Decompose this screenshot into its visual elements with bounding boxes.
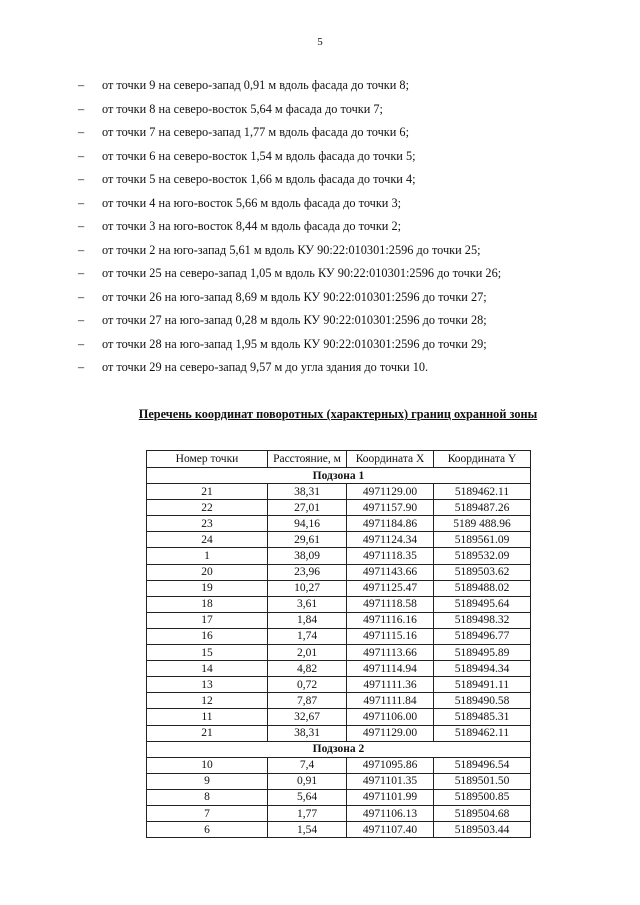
cell-coordinate-x: 4971118.35: [347, 548, 434, 564]
table-row: [147, 693, 531, 709]
dash-marker: –: [78, 101, 85, 116]
table-row: [147, 500, 531, 516]
cell-distance: 27,01: [268, 500, 347, 516]
dash-marker: –: [78, 195, 85, 210]
cell-point-number: 6: [147, 822, 268, 838]
cell-point-number: 18: [147, 596, 268, 612]
cell-coordinate-x: 4971184.86: [347, 516, 434, 532]
cell-distance: 94,16: [268, 516, 347, 532]
dash-marker: –: [78, 242, 85, 257]
header-coordinate-x: Координата X: [347, 451, 434, 468]
cell-coordinate-y: 5189496.77: [434, 628, 531, 644]
cell-coordinate-x: 4971129.00: [347, 484, 434, 500]
subzone-title: Подзона 1: [147, 468, 531, 484]
table-header-row: [147, 451, 531, 468]
list-item: [78, 192, 598, 216]
bullet-list: [78, 74, 598, 380]
table-row: [147, 805, 531, 821]
table-row: [147, 661, 531, 677]
subzone-row: [147, 468, 531, 484]
list-item: [78, 309, 598, 333]
cell-coordinate-y: 5189495.89: [434, 645, 531, 661]
cell-coordinate-x: 4971157.90: [347, 500, 434, 516]
cell-distance: 29,61: [268, 532, 347, 548]
cell-coordinate-y: 5189501.50: [434, 773, 531, 789]
table-row: [147, 564, 531, 580]
cell-point-number: 21: [147, 725, 268, 741]
cell-point-number: 10: [147, 757, 268, 773]
cell-coordinate-x: 4971106.13: [347, 805, 434, 821]
cell-distance: 38,09: [268, 548, 347, 564]
dash-marker: –: [78, 219, 85, 233]
cell-coordinate-y: 5189462.11: [434, 725, 531, 741]
cell-coordinate-x: 4971101.35: [347, 773, 434, 789]
list-item: [78, 333, 598, 357]
cell-coordinate-x: 4971116.16: [347, 612, 434, 628]
cell-coordinate-x: 4971124.34: [347, 532, 434, 548]
dash-marker: –: [78, 148, 85, 163]
list-item-text: от точки 2 на юго-запад 5,61 м вдоль КУ 90:22:010301:2596 до точки 25;: [102, 242, 481, 257]
cell-coordinate-y: 5189503.44: [434, 822, 531, 838]
cell-distance: 1,74: [268, 628, 347, 644]
cell-point-number: 16: [147, 628, 268, 644]
table-row: [147, 709, 531, 725]
cell-coordinate-y: 5189462.11: [434, 484, 531, 500]
dash-marker: –: [78, 336, 85, 351]
cell-coordinate-x: 4971107.40: [347, 822, 434, 838]
header-distance: Расстояние, м: [268, 451, 347, 468]
list-item: [78, 356, 598, 380]
cell-point-number: 14: [147, 661, 268, 677]
dash-marker: –: [78, 78, 85, 92]
list-item-text: от точки 28 на юго-запад 1,95 м вдоль КУ 90:22:010301:2596 до точки 29;: [102, 336, 487, 351]
cell-coordinate-x: 4971143.66: [347, 564, 434, 580]
cell-coordinate-x: 4971113.66: [347, 645, 434, 661]
list-item: [78, 286, 598, 310]
cell-coordinate-y: 5189 488.96: [434, 516, 531, 532]
cell-distance: 0,91: [268, 773, 347, 789]
list-item: [78, 239, 598, 263]
cell-coordinate-x: 4971111.84: [347, 693, 434, 709]
cell-coordinate-y: 5189500.85: [434, 789, 531, 805]
cell-point-number: 1: [147, 548, 268, 564]
table-row: [147, 612, 531, 628]
cell-point-number: 11: [147, 709, 268, 725]
cell-point-number: 21: [147, 484, 268, 500]
cell-coordinate-y: 5189498.32: [434, 612, 531, 628]
cell-coordinate-y: 5189504.68: [434, 805, 531, 821]
cell-coordinate-y: 5189490.58: [434, 693, 531, 709]
cell-coordinate-y: 5189488.02: [434, 580, 531, 596]
dash-marker: –: [78, 266, 85, 280]
list-item: [78, 262, 598, 286]
cell-coordinate-x: 4971115.16: [347, 628, 434, 644]
cell-coordinate-x: 4971095.86: [347, 757, 434, 773]
cell-distance: 5,64: [268, 789, 347, 805]
list-item-text: от точки 9 на северо-запад 0,91 м вдоль фасада до точки 8;: [102, 78, 409, 92]
list-item: [78, 168, 598, 192]
table-row: [147, 532, 531, 548]
table-row: [147, 822, 531, 838]
table-row: [147, 725, 531, 741]
cell-coordinate-x: 4971114.94: [347, 661, 434, 677]
cell-point-number: 8: [147, 789, 268, 805]
list-item-text: от точки 4 на юго-восток 5,66 м вдоль фасада до точки 3;: [102, 195, 402, 210]
cell-coordinate-x: 4971101.99: [347, 789, 434, 805]
cell-point-number: 19: [147, 580, 268, 596]
list-item: [78, 74, 598, 98]
dash-marker: –: [78, 313, 85, 327]
list-item: [78, 121, 598, 145]
cell-coordinate-y: 5189496.54: [434, 757, 531, 773]
cell-point-number: 13: [147, 677, 268, 693]
cell-distance: 38,31: [268, 484, 347, 500]
cell-distance: 10,27: [268, 580, 347, 596]
cell-distance: 23,96: [268, 564, 347, 580]
cell-distance: 7,87: [268, 693, 347, 709]
list-item: [78, 215, 598, 239]
cell-coordinate-x: 4971125.47: [347, 580, 434, 596]
cell-point-number: 9: [147, 773, 268, 789]
header-coordinate-y: Координата Y: [434, 451, 531, 468]
list-item: [78, 98, 598, 122]
cell-distance: 7,4: [268, 757, 347, 773]
table-row: [147, 596, 531, 612]
cell-coordinate-y: 5189503.62: [434, 564, 531, 580]
cell-distance: 1,77: [268, 805, 347, 821]
header-point-number: Номер точки: [147, 451, 268, 468]
dash-marker: –: [78, 289, 85, 304]
list-item-text: от точки 25 на северо-запад 1,05 м вдоль КУ 90:22:010301:2596 до точки 26;: [102, 266, 502, 280]
subzone-row: [147, 741, 531, 757]
cell-distance: 3,61: [268, 596, 347, 612]
cell-coordinate-y: 5189532.09: [434, 548, 531, 564]
cell-point-number: 23: [147, 516, 268, 532]
cell-distance: 38,31: [268, 725, 347, 741]
cell-distance: 1,54: [268, 822, 347, 838]
dash-marker: –: [78, 360, 85, 374]
list-item-text: от точки 8 на северо-восток 5,64 м фасада до точки 7;: [102, 101, 383, 116]
coordinates-table: [146, 450, 531, 838]
cell-coordinate-x: 4971106.00: [347, 709, 434, 725]
cell-distance: 32,67: [268, 709, 347, 725]
table-row: [147, 773, 531, 789]
cell-coordinate-y: 5189485.31: [434, 709, 531, 725]
list-item-text: от точки 6 на северо-восток 1,54 м вдоль фасада до точки 5;: [102, 148, 416, 163]
page-number: 5: [317, 36, 323, 48]
list-item-text: от точки 26 на юго-запад 8,69 м вдоль КУ 90:22:010301:2596 до точки 27;: [102, 289, 487, 304]
cell-point-number: 7: [147, 805, 268, 821]
cell-point-number: 17: [147, 612, 268, 628]
table-row: [147, 628, 531, 644]
cell-coordinate-x: 4971111.36: [347, 677, 434, 693]
cell-point-number: 15: [147, 645, 268, 661]
table-row: [147, 677, 531, 693]
cell-distance: 2,01: [268, 645, 347, 661]
cell-coordinate-y: 5189495.64: [434, 596, 531, 612]
cell-coordinate-y: 5189561.09: [434, 532, 531, 548]
cell-coordinate-y: 5189494.34: [434, 661, 531, 677]
cell-coordinate-x: 4971129.00: [347, 725, 434, 741]
list-item-text: от точки 27 на юго-запад 0,28 м вдоль КУ 90:22:010301:2596 до точки 28;: [102, 313, 487, 327]
section-title: Перечень координат поворотных (характерных) границ охранной зоны: [138, 407, 538, 421]
cell-distance: 4,82: [268, 661, 347, 677]
list-item-text: от точки 29 на северо-запад 9,57 м до угла здания до точки 10.: [102, 360, 429, 374]
table-row: [147, 548, 531, 564]
subzone-title: Подзона 2: [147, 741, 531, 757]
cell-coordinate-y: 5189491.11: [434, 677, 531, 693]
cell-point-number: 12: [147, 693, 268, 709]
cell-point-number: 22: [147, 500, 268, 516]
cell-coordinate-y: 5189487.26: [434, 500, 531, 516]
list-item-text: от точки 5 на северо-восток 1,66 м вдоль фасада до точки 4;: [102, 172, 416, 186]
list-item-text: от точки 7 на северо-запад 1,77 м вдоль фасада до точки 6;: [102, 125, 409, 139]
table-row: [147, 789, 531, 805]
cell-distance: 0,72: [268, 677, 347, 693]
dash-marker: –: [78, 125, 85, 139]
cell-point-number: 24: [147, 532, 268, 548]
dash-marker: –: [78, 172, 85, 186]
table-row: [147, 484, 531, 500]
list-item-text: от точки 3 на юго-восток 8,44 м вдоль фасада до точки 2;: [102, 219, 402, 233]
table-row: [147, 757, 531, 773]
table-row: [147, 580, 531, 596]
cell-coordinate-x: 4971118.58: [347, 596, 434, 612]
cell-distance: 1,84: [268, 612, 347, 628]
table-row: [147, 645, 531, 661]
list-item: [78, 145, 598, 169]
table-row: [147, 516, 531, 532]
cell-point-number: 20: [147, 564, 268, 580]
